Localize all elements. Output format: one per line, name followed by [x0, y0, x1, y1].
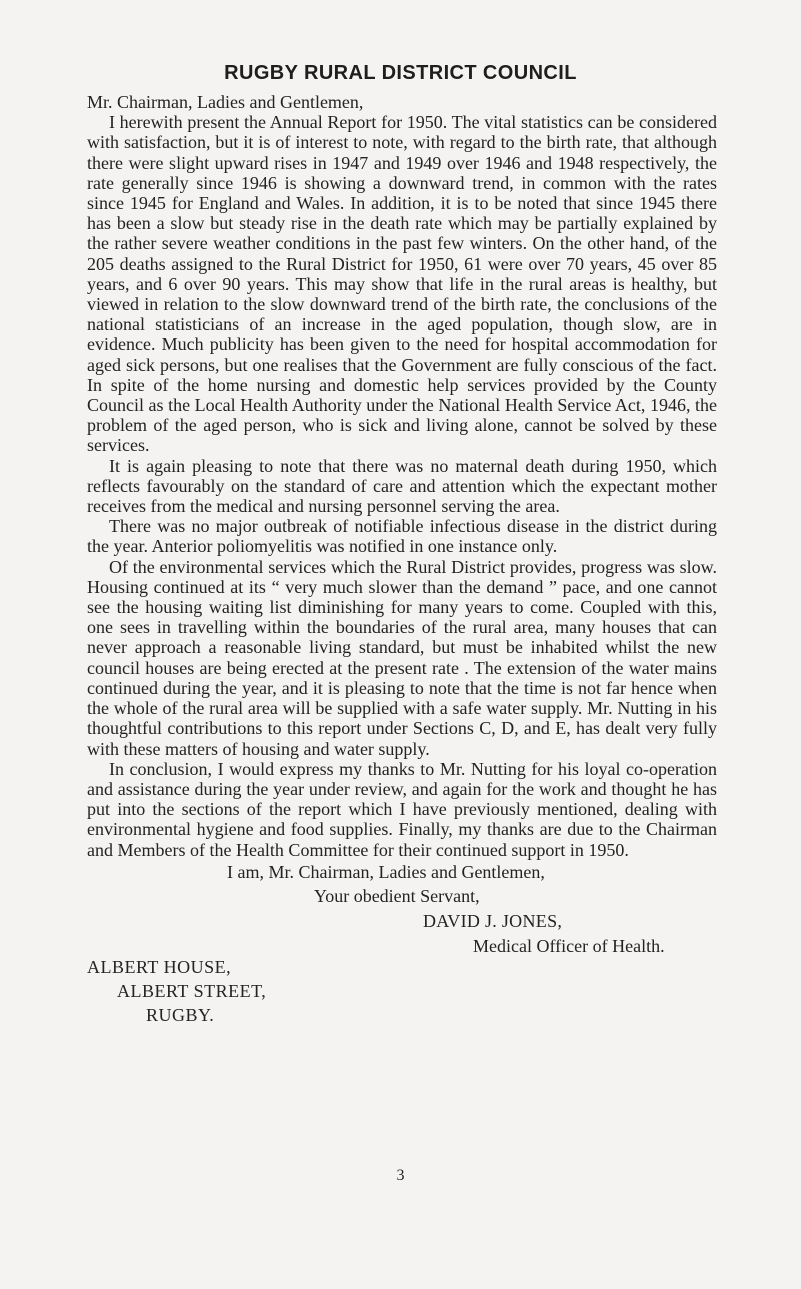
document-title: RUGBY RURAL DISTRICT COUNCIL	[224, 62, 577, 84]
address-line-1: ALBERT HOUSE,	[87, 957, 232, 977]
paragraph-conclusion: In conclusion, I would express my thanks to Mr. Nutting for his loyal co-operation and assistance during the year under review, and again for the work and thought he has put into the sections of the report which I have previously mentioned, dealing with environmental hygiene and food supplies. Finally, my thanks are due to the Chairman and Members of the Health Committee for their continued support in 1950.	[87, 758, 717, 860]
salutation: Mr. Chairman, Ladies and Gentlemen,	[87, 92, 364, 112]
letter-body	[87, 92, 717, 860]
page-number: 3	[396, 1167, 405, 1184]
paragraph-maternal-death: It is again pleasing to note that there was no maternal death during 1950, which reflects favourably on the standard of care and attention which the expectant mother receives from the medical and nursing personnel serving the area.	[87, 455, 717, 517]
signatory-position: Medical Officer of Health.	[473, 936, 665, 956]
address-line-3: RUGBY.	[146, 1005, 215, 1025]
paragraph-vital-statistics: I herewith present the Annual Report for 1950. The vital statistics can be considered with satisfaction, but it is of interest to note, with regard to the birth rate, that although there were slight upward rises in 1947 and 1949 over 1946 and 1948 respectively, the rate generally since 1946 is showing a downward trend, in common with the rates since 1945 for England and Wales. In addition, it is to be noted that since 1945 there has been a slow but steady rise in the death rate which may be partially explained by the rather severe weather conditions in the past few winters. On the other hand, of the 205 deaths assigned to the Rural District for 1950, 61 were over 70 years, 45 over 85 years, and 6 over 90 years. This may show that life in the rural areas is healthy, but viewed in relation to the slow downward trend of the birth rate, the conclusions of the national statisticians of an increase in the aged population, though slow, are in evidence. Much publicity has been given to the need for hospital accommodation for aged sick persons, but one realises that the Government are fully conscious of the fact. In spite of the home nursing and domestic help services provided by the County Council as the Local Health Authority under the National Health Service Act, 1946, the problem of the aged person, who is sick and living alone, cannot be solved by these services.	[87, 112, 717, 456]
paragraph-environmental-services: Of the environmental services which the Rural District provides, progress was slow. Housing continued at its “ very much slower than the demand ” pace, and one cannot see the housing waiting list diminishing for many years to come. Coupled with this, one sees in travelling within the boundaries of the rural area, many houses that can never approach a reasonable living standard, but must be inhabited whilst the new council houses are being erected at the present rate . The extension of the water mains continued during the year, and it is pleasing to note that the time is not far hence when the whole of the rural area will be supplied with a safe water supply. Mr. Nutting in his thoughtful contributions to this report under Sections C, D, and E, has dealt very fully with these matters of housing and water supply.	[87, 556, 717, 759]
closing-line-1: I am, Mr. Chairman, Ladies and Gentlemen,	[227, 862, 545, 882]
address-line-2: ALBERT STREET,	[117, 981, 267, 1001]
signatory-name: DAVID J. JONES,	[423, 911, 563, 931]
closing-line-2: Your obedient Servant,	[314, 886, 480, 906]
paragraph-infectious-disease: There was no major outbreak of notifiable infectious disease in the district during the year. Anterior poliomyelitis was notified in one instance only.	[87, 516, 717, 557]
